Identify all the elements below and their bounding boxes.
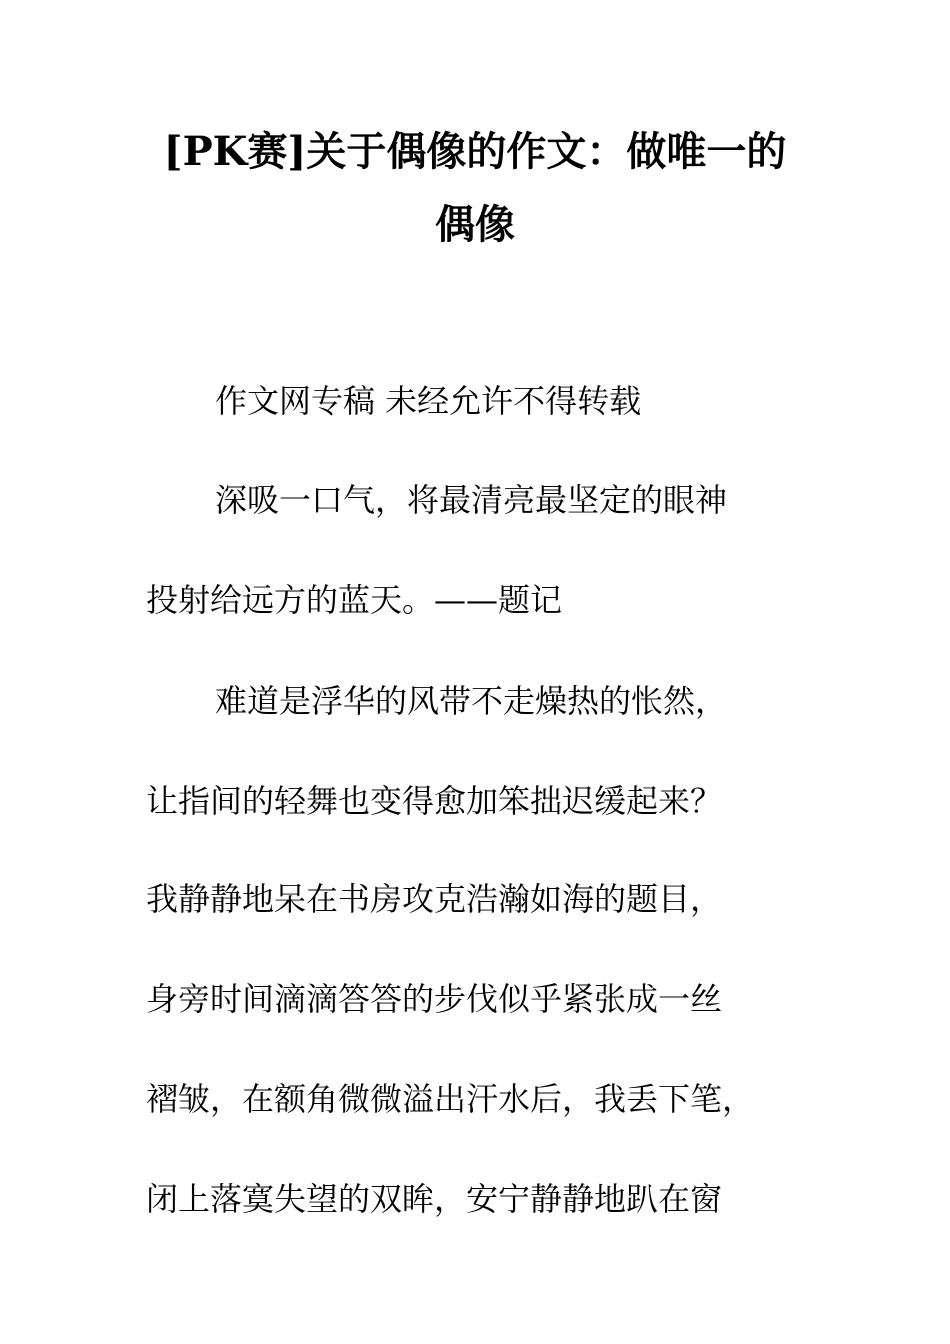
paragraph-line: 褶皱，在额角微微溢出汗水后，我丢下笔， xyxy=(146,1080,755,1118)
paragraph-line: 我静静地呆在书房攻克浩瀚如海的题目， xyxy=(146,880,723,918)
copyright-notice: 作文网专稿 未经允许不得转载 xyxy=(215,382,642,420)
paragraph-line: 闭上落寞失望的双眸，安宁静静地趴在窗 xyxy=(146,1180,723,1218)
paragraph-line: 深吸一口气，将最清亮最坚定的眼神 xyxy=(215,481,728,519)
paragraph-line: 让指间的轻舞也变得愈加笨拙迟缓起来？ xyxy=(146,782,723,820)
paragraph-line: 身旁时间滴滴答答的步伐似乎紧张成一丝 xyxy=(146,980,723,1018)
paragraph-line: 投射给远方的蓝天。——题记 xyxy=(146,581,563,619)
document-title-line-1: [PK赛]关于偶像的作文：做唯一的 xyxy=(163,128,787,175)
paragraph-line: 难道是浮华的风带不走燥热的怅然， xyxy=(215,682,728,720)
document-title-line-2: 偶像 xyxy=(435,201,515,248)
